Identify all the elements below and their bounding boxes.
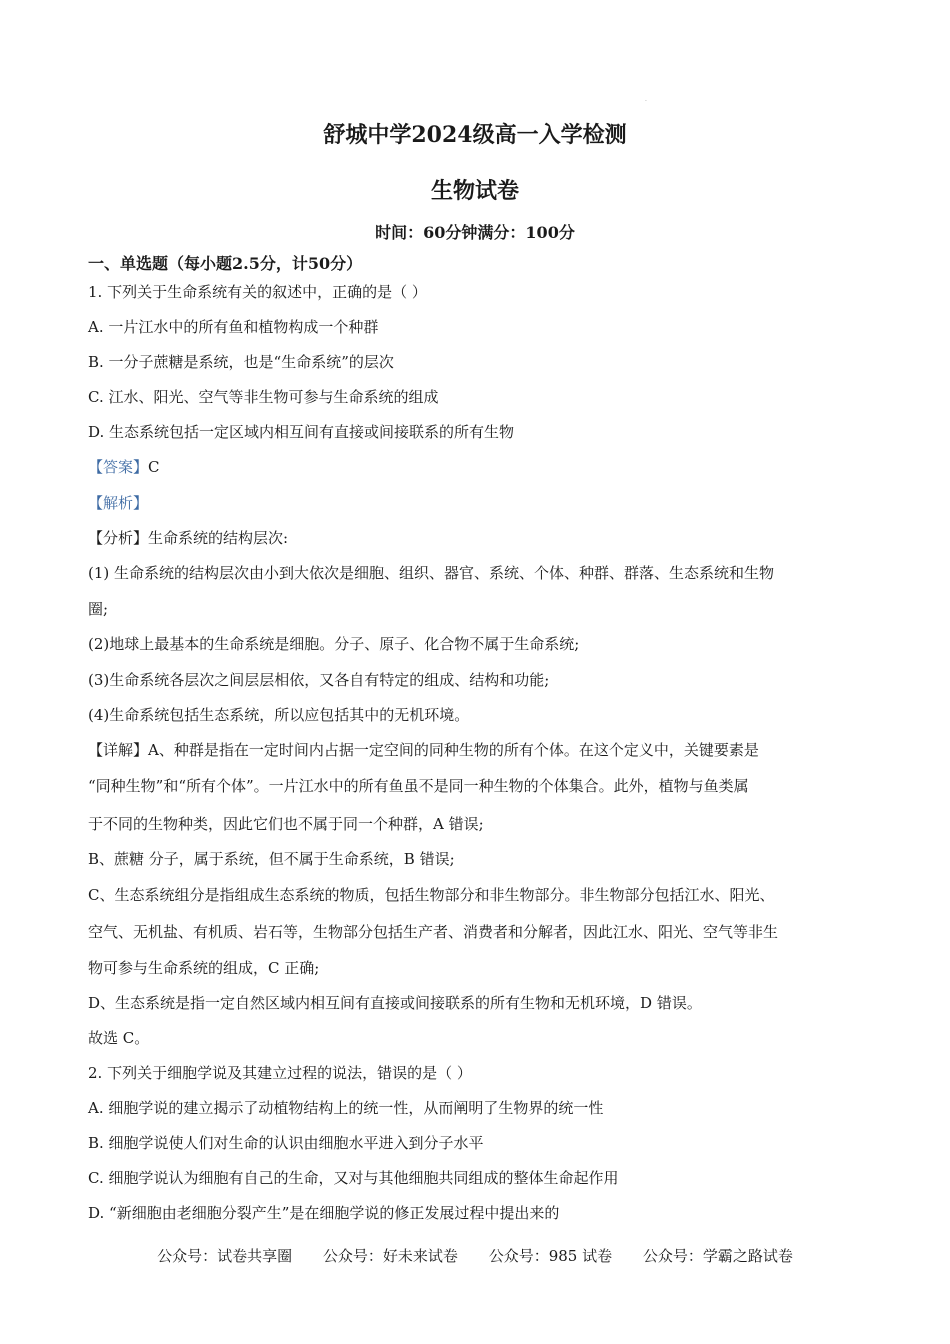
subject-title: 生物试卷 (430, 178, 519, 204)
explanation-line: 【详解】A、种群是指在一定时间内占据一定空间的同种生物的所有个体。在这个定义中，关键要素是 (88, 741, 759, 759)
footer-item: 公众号：试卷共享圈 (157, 1247, 293, 1265)
explanation-line: (3)生命系统各层次之间层层相依，又各自有特定的组成、结构和功能; (88, 671, 550, 689)
explanation-line: 【分析】生命系统的结构层次: (88, 529, 289, 547)
section-heading: 一、单选题（每小题2.5分，计50分） (88, 254, 363, 273)
explanation-line: “同种生物”和“所有个体”。一片江水中的所有鱼虽不是同一种生物的个体集合。此外，植物与鱼类属 (88, 777, 749, 795)
explanation-line: (4)生命系统包括生态系统，所以应包括其中的无机环境。 (88, 706, 470, 724)
question-1-option-d: D. 生态系统包括一定区域内相互间有直接或间接联系的所有生物 (88, 423, 515, 441)
explanation-line: C、生态系统组分是指组成生态系统的物质，包括生物部分和非生物部分。非生物部分包括江水、阳光、 (88, 886, 775, 904)
explanation-line: 物可参与生命系统的组成，C 正确; (88, 959, 320, 977)
analysis-tag: 【解析】 (88, 494, 149, 512)
explanation-line: 圈; (88, 600, 109, 618)
footer-item: 公众号：学霸之路试卷 (642, 1247, 793, 1265)
explanation-line: D、生态系统是指一定自然区域内相互间有直接或间接联系的所有生物和无机环境，D 错误。 (88, 994, 702, 1012)
school-title: 舒城中学2024级高一入学检测 (323, 122, 627, 148)
explanation-line: B、蔗糖 分子，属于系统，但不属于生命系统，B 错误; (88, 850, 455, 868)
question-1-stem: 1. 下列关于生命系统有关的叙述中，正确的是（ ） (88, 283, 427, 301)
question-2-option-a: A. 细胞学说的建立揭示了动植物结构上的统一性，从而阐明了生物界的统一性 (88, 1099, 604, 1117)
exam-info: 时间：60分钟满分：100分 (375, 223, 575, 242)
question-1-option-a: A. 一片江水中的所有鱼和植物构成一个种群 (88, 318, 379, 336)
explanation-line: (2)地球上最基本的生命系统是细胞。分子、原子、化合物不属于生命系统; (88, 635, 580, 653)
explanation-line: 于不同的生物种类，因此它们也不属于同一个种群，A 错误; (88, 815, 484, 833)
answer-tag: 【答案】 (88, 458, 149, 476)
question-1-option-c: C. 江水、阳光、空气等非生物可参与生命系统的组成 (88, 388, 439, 406)
question-2-stem: 2. 下列关于细胞学说及其建立过程的说法，错误的是（ ） (88, 1064, 472, 1082)
question-2-option-c: C. 细胞学说认为细胞有自己的生命，又对与其他细胞共同组成的整体生命起作用 (88, 1169, 619, 1187)
footer-item: 公众号：好未来试卷 (322, 1247, 458, 1265)
question-2-option-d: D. “新细胞由老细胞分裂产生”是在细胞学说的修正发展过程中提出来的 (88, 1204, 560, 1222)
question-1-option-b: B. 一分子蔗糖是系统，也是“生命系统”的层次 (88, 353, 394, 371)
explanation-line: 空气、无机盐、有机质、岩石等，生物部分包括生产者、消费者和分解者，因此江水、阳光、空气等非生 (88, 923, 779, 941)
answer-line (88, 456, 868, 477)
answer-value: C (148, 458, 160, 476)
page-mark: . (645, 96, 647, 103)
footer-item: 公众号：985 试卷 (488, 1247, 613, 1265)
explanation-line: 故选 C。 (88, 1029, 150, 1047)
page-footer (0, 1245, 950, 1266)
question-2-option-b: B. 细胞学说使人们对生命的认识由细胞水平进入到分子水平 (88, 1134, 484, 1152)
explanation-line: (1) 生命系统的结构层次由小到大依次是细胞、组织、器官、系统、个体、种群、群落、生态系统和生物 (88, 564, 775, 582)
